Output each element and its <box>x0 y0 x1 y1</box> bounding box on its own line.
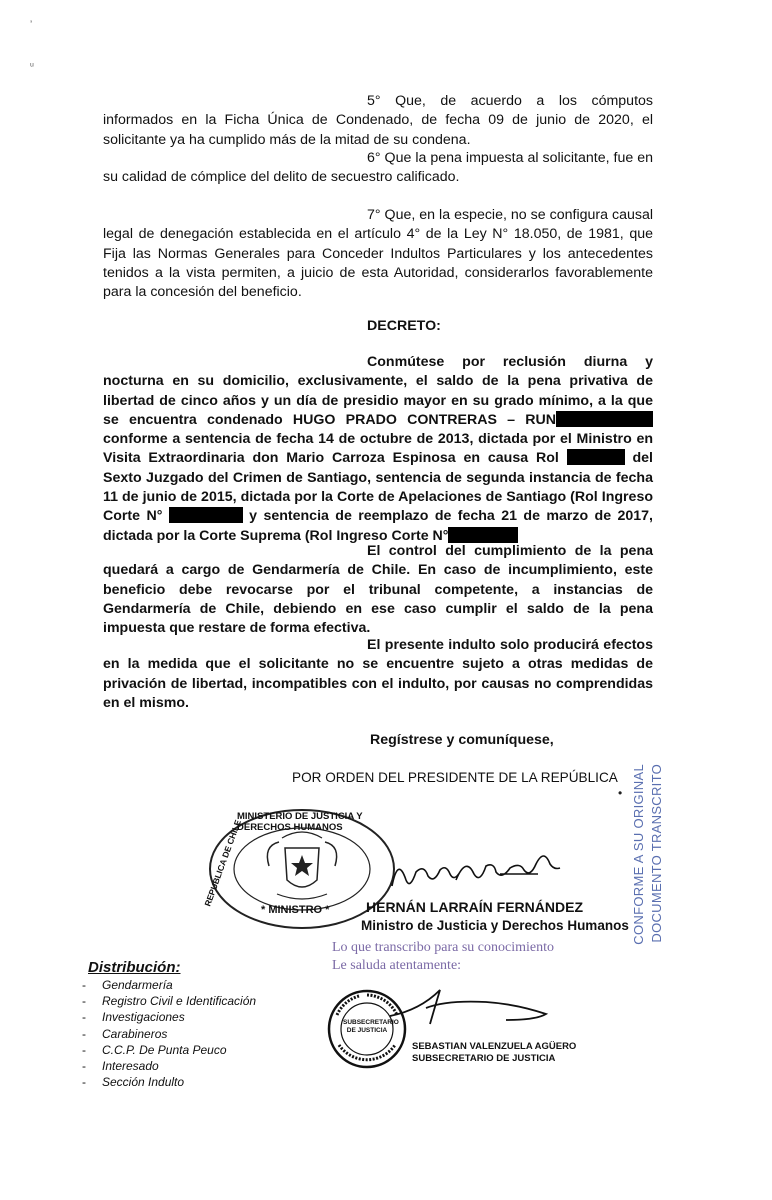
decreto-part-1: Conmútese por reclusión diurna y nocturna en su domicilio, exclusivamente, el saldo de la pena privativa de libertad de cinco años y un día de presidio mayor en su grado mínimo, a la que se encuentra condenado HUGO PRADO CONTRERAS – RUN <box>103 354 653 428</box>
decreto-main-paragraph <box>103 353 653 546</box>
scan-mark: ʼ <box>30 20 33 31</box>
redaction-run <box>556 411 653 427</box>
ministry-seal-bottom-text: * MINISTRO * <box>261 904 330 916</box>
decreto-part-4: y sentencia de reemplazo de fecha 21 de marzo de 2017, dictada por la Corte Suprema (Rol Ingreso Corte N° <box>103 508 653 544</box>
distribution-list <box>82 977 256 1090</box>
minister-signature <box>388 852 578 898</box>
subsecretario-signature <box>386 982 556 1030</box>
conforme-original-line: CONFORME A SU ORIGINAL <box>631 764 646 945</box>
subsecretario-seal-center-text: SUBSECRETARIO DE JUSTICIA <box>343 1019 399 1034</box>
distribution-item: - Interesado <box>82 1058 256 1074</box>
signer-name: HERNÁN LARRAÍN FERNÁNDEZ <box>366 899 583 915</box>
ministry-seal-top-text: MINISTERIO DE JUSTICIA Y DERECHOS HUMANOS <box>237 811 363 833</box>
subsecretario-name: SEBASTIAN VALENZUELA AGÜERO <box>412 1041 577 1052</box>
distribution-item: - Investigaciones <box>82 1009 256 1025</box>
conforme-original-stamp <box>630 764 648 945</box>
subsecretario-title: SUBSECRETARIO DE JUSTICIA <box>412 1053 556 1064</box>
indulto-paragraph <box>103 636 653 713</box>
indulto-text: El presente indulto solo producirá efectos en la medida que el solicitante no se encuentre sujeto a otras medidas de privación de libertad, incompatibles con el indulto, por causas no comprendidas en el mismo. <box>103 637 653 711</box>
considerando-5-text: 5° Que, de acuerdo a los cómputos informados en la Ficha Única de Condenado, de fecha 09 de junio de 2020, el solicitante ya ha cumplido más de la mitad de su condena. <box>103 93 653 148</box>
transcribo-line-2: Le saluda atentamente: <box>332 958 462 973</box>
subsecretario-signature-graphic <box>386 982 556 1030</box>
decreto-part-3: del Sexto Juzgado del Crimen de Santiago, sentencia de segunda instancia de fecha 11 de junio de 2015, dictada por la Corte de Apelaciones de Santiago (Rol Ingreso Corte N° <box>103 450 653 525</box>
documento-transcrito-stamp <box>648 764 666 943</box>
documento-transcrito-line-1: DOCUMENTO TRANSCRITO <box>649 764 664 943</box>
considerando-5 <box>103 92 653 150</box>
por-orden-line: POR ORDEN DEL PRESIDENTE DE LA REPÚBLICA <box>292 770 618 785</box>
registrese-line: Regístrese y comuníquese, <box>370 732 554 748</box>
distribution-item: - Carabineros <box>82 1026 256 1042</box>
distribution-item: - Gendarmería <box>82 977 256 993</box>
transcribo-line-1: Lo que transcribo para su conocimiento <box>332 940 554 955</box>
redaction-rol-corte-apelaciones <box>169 507 243 523</box>
redaction-rol <box>567 449 625 465</box>
control-text: El control del cumplimiento de la pena quedará a cargo de Gendarmería de Chile. En caso de incumplimiento, este beneficio debe revocarse por el tribunal competente, a instancias de Gendarmería de Chile, debiendo en ese caso cumplir el saldo de la pena impuesta que restare de forma efectiva. <box>103 543 653 637</box>
decreto-title: DECRETO: <box>367 318 441 334</box>
distribution-item: - Registro Civil e Identificación <box>82 993 256 1009</box>
considerando-7 <box>103 206 653 302</box>
minister-signature-graphic <box>388 852 578 898</box>
ink-dot: • <box>618 786 623 800</box>
distribution-item: - Sección Indulto <box>82 1074 256 1090</box>
control-paragraph <box>103 542 653 638</box>
distribution-item: - C.C.P. De Punta Peuco <box>82 1042 256 1058</box>
decreto-body <box>103 353 653 546</box>
considerando-6-text: 6° Que la pena impuesta al solicitante, fue en su calidad de cómplice del delito de secuestro calificado. <box>103 150 653 186</box>
decreto-part-2: conforme a sentencia de fecha 14 de octubre de 2013, dictada por el Ministro en Visita Extraordinaria don Mario Carroza Espinosa en causa Rol <box>103 431 653 467</box>
ministry-seal-left-text: REPUBLICA DE CHILE <box>202 818 243 908</box>
redaction-rol-corte-suprema <box>448 527 518 543</box>
signer-title: Ministro de Justicia y Derechos Humanos <box>361 918 629 933</box>
considerando-7-text: 7° Que, en la especie, no se configura causal legal de denegación establecida en el artículo 4° de la Ley N° 18.050, de 1981, que Fija las Normas Generales para Conceder Indultos Particulares y los antecedentes tenidos a la vista permiten, a juicio de esta Autoridad, considerarlos favorablemente para la concesión del beneficio. <box>103 207 653 301</box>
scan-mark: ᵤ <box>30 58 34 69</box>
considerando-6 <box>103 149 653 188</box>
distribution-title: Distribución: <box>88 959 181 976</box>
